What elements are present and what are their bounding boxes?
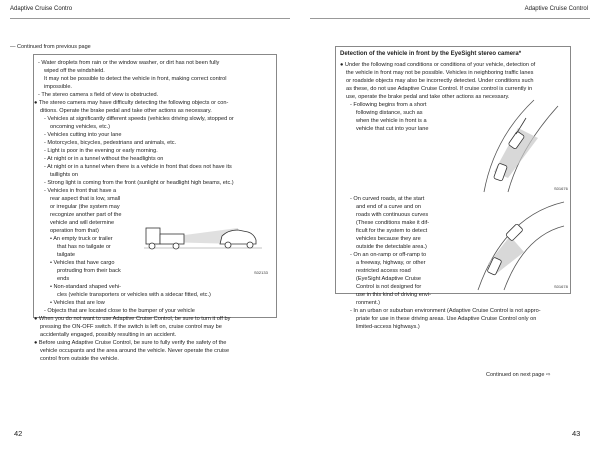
left-text-line: taillights on	[50, 172, 78, 178]
left-text-line: protruding from their back	[57, 268, 121, 274]
right-text-line: ficult for the system to detect	[356, 228, 428, 234]
figure-code-left: S02133	[254, 270, 268, 275]
left-text-line: • Non-standard shaped vehi-	[50, 284, 121, 290]
left-text-line: oncoming vehicles, etc.)	[50, 124, 111, 130]
right-text-line: Control is not designed for	[356, 284, 422, 290]
right-text-line: limited-access highways.)	[356, 324, 420, 330]
figure-code-right-2: S01678	[554, 284, 568, 289]
left-text-line: - Objects that are located close to the bumper of your vehicle	[44, 308, 195, 314]
left-text-line: - Water droplets from rain or the window washer, or dirt has not been fully	[38, 60, 220, 66]
left-text-line: control from outside the vehicle.	[40, 356, 119, 362]
left-text-line: ● When you do not want to use Adaptive Cruise Control, be sure to turn it off by	[34, 316, 231, 322]
right-text-line: - In an urban or suburban environment (Adaptive Cruise Control is not appro-	[350, 308, 541, 314]
right-text-line: use, operate the brake pedal and take other actions as necessary.	[346, 94, 510, 100]
page-number-right: 43	[572, 429, 581, 438]
left-text-line: ditions. Operate the brake pedal and take other actions as necessary.	[40, 108, 212, 114]
right-text-line: (EyeSight Adaptive Cruise	[356, 276, 421, 282]
left-text-line: ● The stereo camera may have difficulty detecting the following objects or con-	[34, 100, 229, 106]
right-text-line: restricted access road	[356, 268, 411, 274]
header-rule-right	[310, 18, 590, 19]
left-text-line: - Motorcycles, bicycles, pedestrians and animals, etc.	[44, 140, 177, 146]
right-text-line: Detection of the vehicle in front by the EyeSight stereo camera*	[340, 51, 522, 57]
right-text-line: when the vehicle in front is a	[356, 118, 427, 124]
left-text-line: • Vehicles that are low	[50, 300, 105, 306]
continued-from-previous: — Continued from previous page	[10, 44, 91, 50]
left-text-line: wiped off the windshield.	[44, 68, 105, 74]
left-text-line: ● Before using Adaptive Cruise Control, be sure to fully verify the safety of the	[34, 340, 227, 346]
left-text-line: pressing the ON-OFF switch. If the switch is left on, cruise control may be	[40, 324, 222, 330]
left-text-line: - Light is poor in the evening or early morning.	[44, 148, 158, 154]
left-text-line: recognize another part of the	[50, 212, 122, 218]
left-text-line: or irregular (the system may	[50, 204, 120, 210]
right-text-line: - On curved roads, at the start	[350, 196, 425, 202]
left-text-line: - Strong light is coming from the front (sunlight or headlight high beams, etc.)	[44, 180, 234, 186]
left-text-line: cles (vehicle transporters or vehicles with a sidecar fitted, etc.)	[57, 292, 211, 298]
left-text-line: operation from that)	[50, 228, 99, 234]
right-text-line: a freeway, highway, or other	[356, 260, 426, 266]
header-right: Adaptive Cruise Control	[524, 6, 588, 12]
left-text-line: impossible.	[44, 84, 72, 90]
figure-code-right-1: S01676	[554, 186, 568, 191]
curve-illustration	[474, 196, 566, 292]
left-text-line: vehicle and will determine	[50, 220, 115, 226]
page-number-left: 42	[14, 429, 23, 438]
right-text-line: as these, do not use Adaptive Cruise Control. If cruise control is currently in	[346, 86, 533, 92]
right-text-line: outside the detectable area.)	[356, 244, 427, 250]
left-text-line: that has no tailgate or	[57, 244, 111, 250]
right-text-line: use in this kind of driving envi-	[356, 292, 431, 298]
left-text-line: - At night or in a tunnel when there is a vehicle in front that does not have its	[44, 164, 232, 170]
right-text-line: the vehicle in front may not be possible. Vehicles in neighboring traffic lanes	[346, 70, 534, 76]
right-text-line: - On an on-ramp or off-ramp to	[350, 252, 427, 258]
left-text-line: • Vehicles that have cargo	[50, 260, 115, 266]
right-text-line: vehicles because they are	[356, 236, 421, 242]
left-text-line: ends	[57, 276, 70, 282]
cut-in-illustration	[474, 98, 566, 194]
right-text-line: priate for use in these driving areas. Use Adaptive Cruise Control only on	[356, 316, 537, 322]
header-left: Adaptive Cruise Contro	[10, 6, 73, 12]
right-text-line: ronment.)	[356, 300, 380, 306]
left-text-line: • An empty truck or trailer	[50, 236, 113, 242]
left-text-line: - The stereo camera s field of view is obstructed.	[38, 92, 159, 98]
left-text-line: accidentally engaged, possibly resulting in an accident.	[40, 332, 177, 338]
left-text-line: - Vehicles in front that have a	[44, 188, 117, 194]
left-text-line: tailgate	[57, 252, 76, 258]
left-text-line: - Vehicles cutting into your lane	[44, 132, 122, 138]
right-text-line: ● Under the following road conditions or conditions of your vehicle, detection of	[340, 62, 536, 68]
left-text-line: It may not be possible to detect the vehicle in front, making correct control	[44, 76, 227, 82]
right-text-line: and end of a curve and on	[356, 204, 422, 210]
right-text-line: or roadside objects may also be incorrectly detected. Under conditions such	[346, 78, 534, 84]
right-text-line: following distance, such as	[356, 110, 423, 116]
left-text-line: - At night or in a tunnel without the headlights on	[44, 156, 164, 162]
right-text-line: vehicle that cut into your lane	[356, 126, 429, 132]
left-text-line: rear aspect that is low, small	[50, 196, 121, 202]
left-text-line: vehicle occupants and the area around the vehicle. Never operate the cruise	[40, 348, 230, 354]
right-text-line: - Following begins from a short	[350, 102, 427, 108]
left-text-line: - Vehicles at significantly different speeds (vehicles driving slowly, stopped or	[44, 116, 234, 122]
continued-next-page: Continued on next page ⇨	[486, 372, 551, 378]
header-rule-left	[10, 18, 290, 19]
truck-illustration	[142, 198, 266, 278]
right-text-line: roads with continuous curves	[356, 212, 429, 218]
right-text-line: (These conditions make it dif-	[356, 220, 430, 226]
